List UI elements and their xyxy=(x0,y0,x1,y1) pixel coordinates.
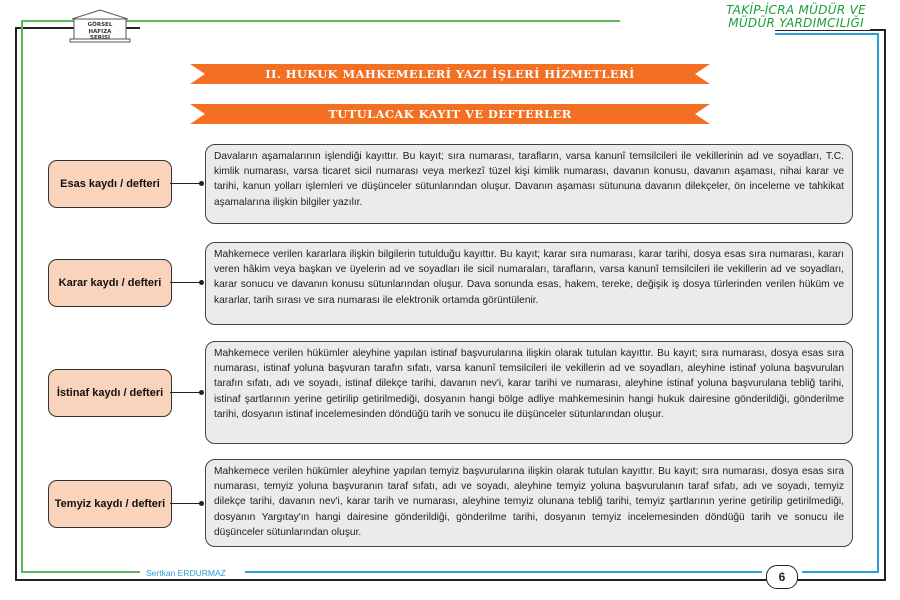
connector-dot-esas xyxy=(199,181,204,186)
label-temyiz: Temyiz kaydı / defteri xyxy=(48,480,172,528)
header-title xyxy=(722,4,870,30)
logo-line-3: SERİSİ xyxy=(89,35,110,41)
section-title: II. HUKUK MAHKEMELERİ YAZI İŞLERİ HİZMETLERİ xyxy=(265,67,635,81)
connector-temyiz xyxy=(170,503,202,504)
section-ribbon xyxy=(190,64,710,84)
connector-esas xyxy=(170,183,202,184)
description-karar: Mahkemece verilen kararlara ilişkin bilgilerin tutulduğu kayıttır. Bu kayıt; karar sıra numarası, karar tarihi, dosya esas sıra numarası, kararı veren hâkim veya başkan ve üyelerin ad ve soyadları ile sicil numaraları, tarafların, varsa kanunî temsilcileri ile vekillerin ad ve soyadları, karar sonucu ve davanın konusu sütunlarından oluşur. Dava sonunda esas, hakem, tereke, değişik iş dosya türlerinden verilen hüküm ve kararlar, tarih sırası ve sıra numarası ile elektronik ortamda görüntülenir. xyxy=(205,242,853,325)
connector-dot-karar xyxy=(199,280,204,285)
connector-dot-temyiz xyxy=(199,501,204,506)
description-esas: Davaların aşamalarının işlendiği kayıttır. Bu kayıt; sıra numarası, tarafların, varsa kanunî temsilcileri ile vekillerinin ad ve soyadları, T.C. kimlik numarası, varsa ticaret sicil numarası veya merkezî tüzel kişi kimlik numarası, davanın konusu, davanın aşaması, nihai karar ve tarihi, kanun yolları işlemleri ve düşünceler sütunlarından oluşur. Davanın aşaması sütununa davanın dilekçeler, ön inceleme ve tahkikat aşamalarına ilişkin bilgiler yazılır. xyxy=(205,144,853,224)
footer-author: Sertkan ERDURMAZ xyxy=(146,568,226,578)
label-istinaf: İstinaf kaydı / defteri xyxy=(48,369,172,417)
header-title-line-2: MÜDÜR YARDIMCILIĞI xyxy=(728,16,864,30)
subsection-title: TUTULACAK KAYIT VE DEFTERLER xyxy=(328,107,572,121)
label-esas: Esas kaydı / defteri xyxy=(48,160,172,208)
description-temyiz: Mahkemece verilen hükümler aleyhine yapılan temyiz başvurularına ilişkin olarak tutulan kayıttır. Bu kayıt; sıra numarası, dosya esas sıra numarası, temyiz yoluna başvuranın taraf sıfatı, adı ve soyadı, aleyhine temyiz yoluna başvurulanın taraf sıfatı, adı ve soyadı, temyiz dilekçe tarihi, davanın nev'i, karar tarih ve numarası, aleyhine temyiz olunana tebliğ tarihi, temyiz şartlarının yerine getirilip getirilmediği, dosyanın Yargıtay'ın hangi dairesine gönderildiği, gönderilme tarihi, dosyanın temyiz incelemesinden döndüğü tarih ve sonucu ile düşünceler sütunlarından oluşur. xyxy=(205,459,853,547)
description-istinaf: Mahkemece verilen hükümler aleyhine yapılan istinaf başvurularına ilişkin olarak tutulan kayıttır. Bu kayıt; sıra numarası, dosya esas sıra numarası, istinaf yoluna başvuran tarafın sıfatı, varsa kanunî temsilcileri ile vekillerin ad ve soyadları, aleyhine istinaf yoluna başvurulan tarafın sıfatı, adı ve soyadı, istinaf dilekçe tarihi, davanın nev'i, karar tarihi ve numarası, aleyhine istinaf yoluna başvurulana tebliğ tarihi, istinaf şartlarının yerine getirilip getirilmediği, dosyanın hangi bölge adliye mahkemesinin hangi hukuk dairesine gönderildiği, gönderilme tarihi, dosyanın istinaf incelemesinden döndüğü tarih ve sonucu ile düşünceler sütunlarından oluşur. xyxy=(205,341,853,444)
header-title-line-1: TAKİP-İCRA MÜDÜR VE xyxy=(726,3,866,17)
logo-line-1: GÖRSEL xyxy=(87,22,113,28)
subsection-ribbon xyxy=(190,104,710,124)
logo-line-2: HAFIZA xyxy=(88,28,112,35)
connector-istinaf xyxy=(170,392,202,393)
connector-karar xyxy=(170,282,202,283)
page-number: 6 xyxy=(766,565,798,589)
logo-text xyxy=(66,22,134,42)
label-karar: Karar kaydı / defteri xyxy=(48,259,172,307)
connector-dot-istinaf xyxy=(199,390,204,395)
